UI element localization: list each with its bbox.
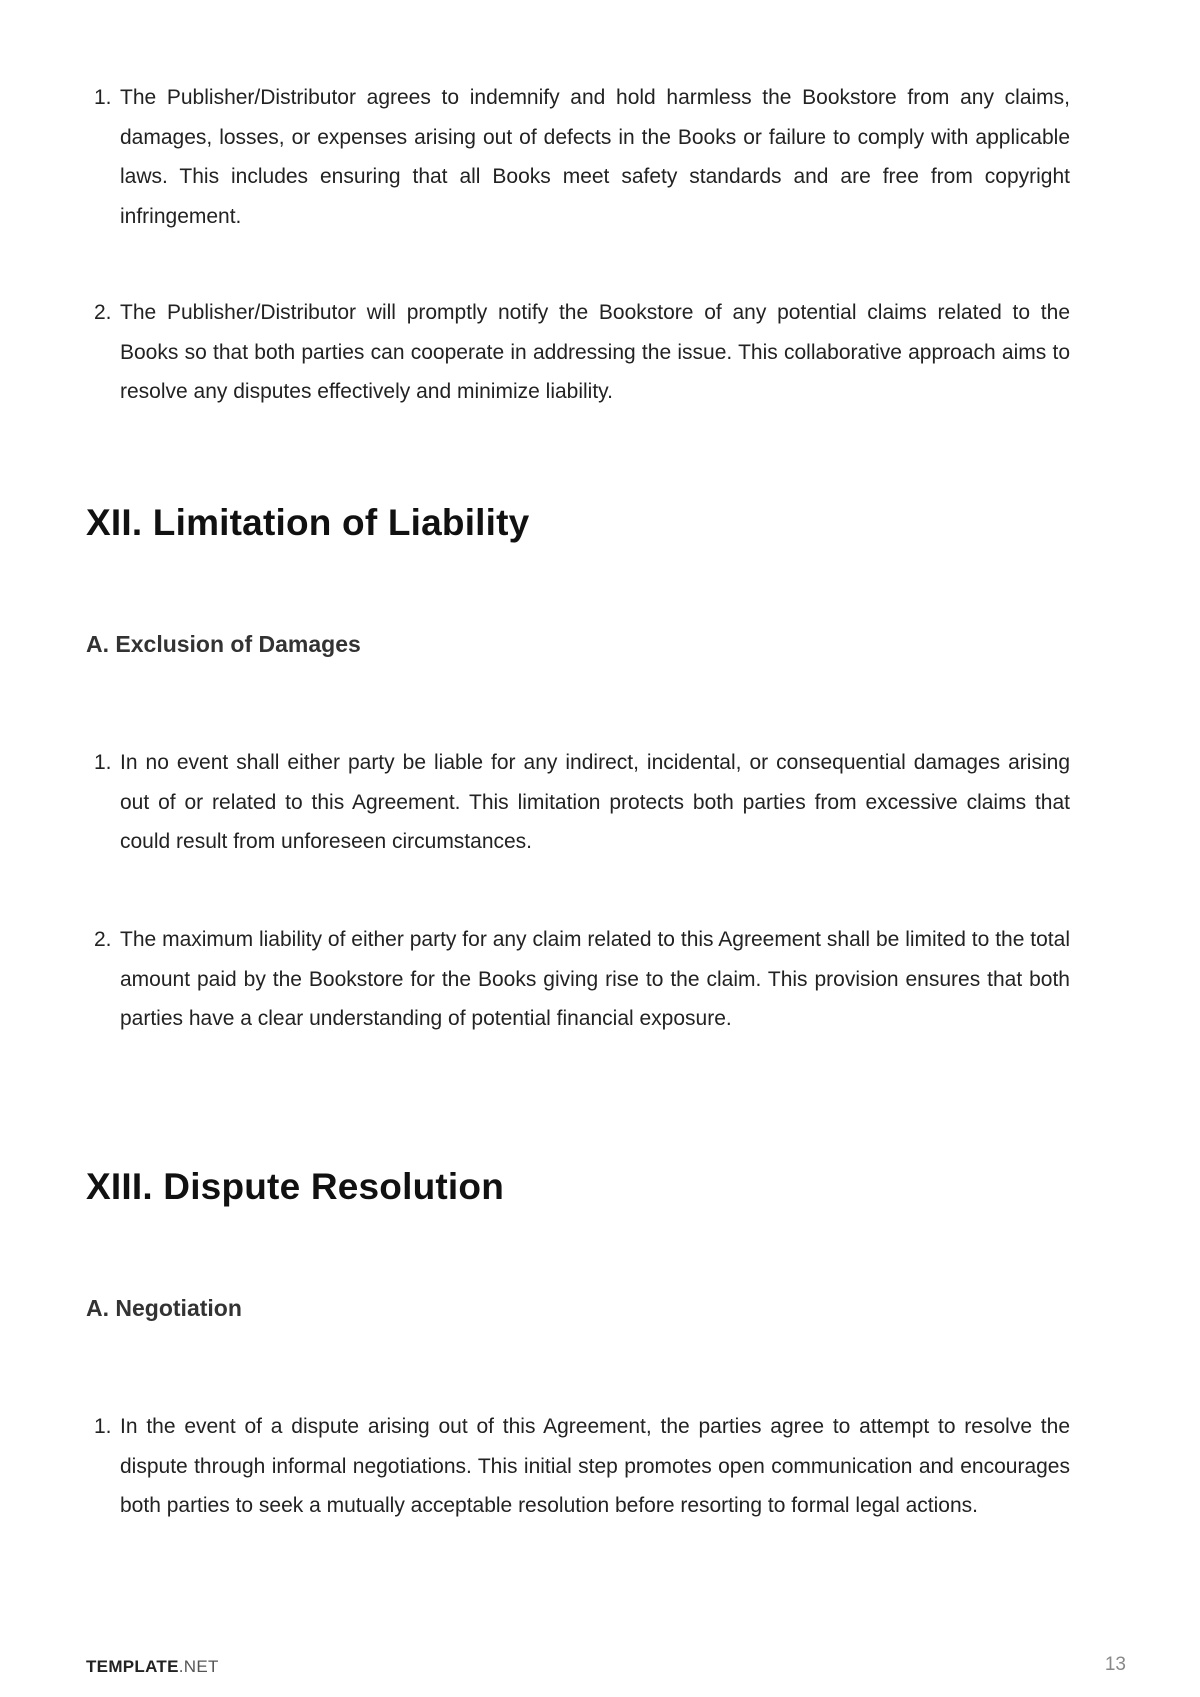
section-title: XII. Limitation of Liability — [86, 502, 530, 543]
indemnification-list-item-2 — [86, 293, 1070, 412]
list-item — [94, 743, 1070, 862]
section-xiii-subheading-block — [86, 1293, 1070, 1323]
list-item-text: In the event of a dispute arising out of this Agreement, the parties agree to attempt to resolve the dispute through informal negotiations. This initial step promotes open communication and encourages both parties to seek a mutually acceptable resolution before resorting to formal legal actions. — [120, 1415, 1070, 1517]
list-item-text: The maximum liability of either party for any claim related to this Agreement shall be limited to the total amount paid by the Bookstore for the Books giving rise to the claim. This provision ensures that both parties have a clear understanding of potential financial exposure. — [120, 928, 1070, 1030]
footer-brand-logo — [86, 1657, 219, 1677]
list-item — [94, 920, 1070, 1039]
brand-suffix: .NET — [178, 1657, 219, 1676]
section-xii-list-item-2 — [86, 920, 1070, 1039]
list-item — [94, 293, 1070, 412]
section-xii-subheading-block — [86, 629, 1070, 659]
section-xiii-heading-block — [86, 1165, 1070, 1209]
list-item-text: The Publisher/Distributor will promptly notify the Bookstore of any potential claims related to the Books so that both parties can cooperate in addressing the issue. This collaborative approach aims to resolve any disputes effectively and minimize liability. — [120, 301, 1070, 403]
section-xii-list-item-1 — [86, 743, 1070, 862]
list-item-text: In no event shall either party be liable for any indirect, incidental, or consequential damages arising out of or related to this Agreement. This limitation protects both parties from excessive claims that could result from unforeseen circumstances. — [120, 751, 1070, 853]
brand-name: TEMPLATE — [86, 1657, 179, 1676]
list-item — [94, 1407, 1070, 1526]
section-xiii-list-item-1 — [86, 1407, 1070, 1526]
list-item-number: 1. — [94, 1415, 112, 1438]
section-title: XIII. Dispute Resolution — [86, 1166, 504, 1207]
list-item-number: 1. — [94, 751, 112, 774]
list-item-number: 2. — [94, 301, 112, 324]
list-item-number: 1. — [94, 86, 112, 109]
list-item-number: 2. — [94, 928, 112, 951]
subsection-title: A. Negotiation — [86, 1295, 242, 1321]
list-item-text: The Publisher/Distributor agrees to indemnify and hold harmless the Bookstore from any claims, damages, losses, or expenses arising out of defects in the Books or failure to comply with applicable laws. This includes ensuring that all Books meet safety standards and are free from copyright infringement. — [120, 86, 1070, 228]
page-number: 13 — [1104, 1654, 1126, 1675]
list-item — [94, 78, 1070, 236]
subsection-title: A. Exclusion of Damages — [86, 631, 361, 657]
section-xii-heading-block — [86, 501, 1070, 545]
indemnification-list-item-1 — [86, 78, 1070, 236]
